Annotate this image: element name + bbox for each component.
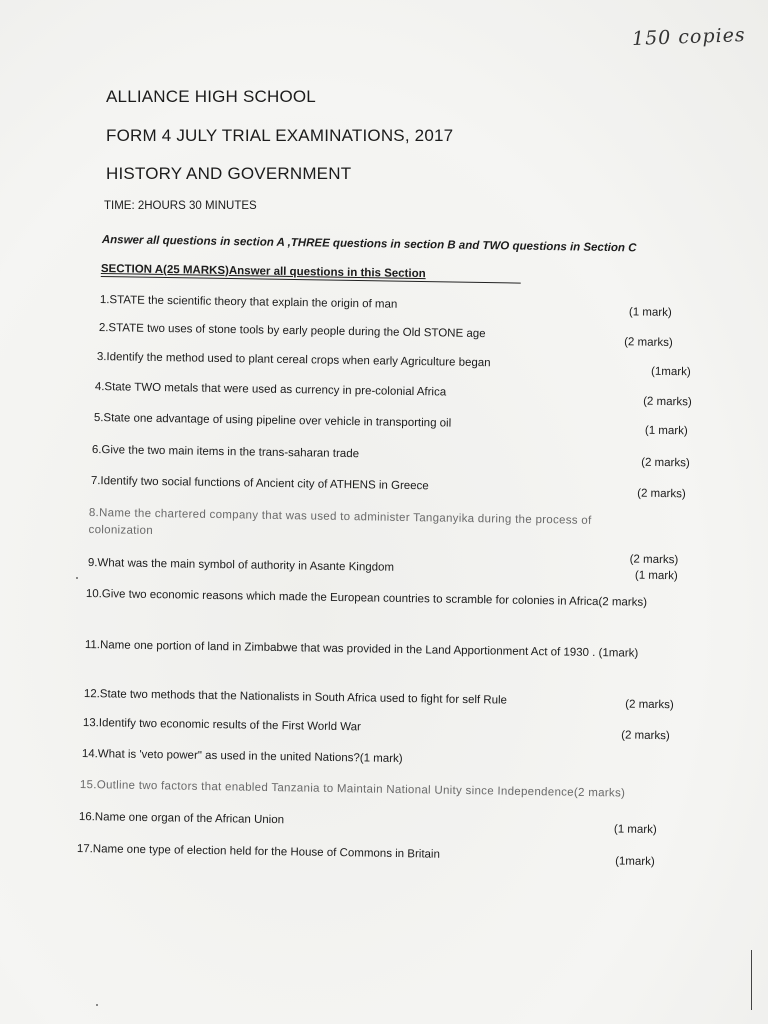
- question-text: 14.What is 'veto power" as used in the united Nations?(1 mark): [81, 747, 403, 766]
- question-text: 4.State TWO metals that were used as currency in pre-colonial Africa: [94, 380, 447, 399]
- question-text: 15.Outline two factors that enabled Tanzania to Maintain National Unity since Independence(2 marks): [79, 778, 626, 800]
- question-text: 13.Identify two economic results of the First World War: [82, 716, 361, 734]
- question-marks: (1 mark): [628, 306, 672, 319]
- question-12: [84, 686, 674, 712]
- exam-title: FORM 4 JULY TRIAL EXAMINATIONS, 2017: [106, 126, 454, 145]
- question-4: [94, 379, 692, 409]
- scan-edge-line: [751, 950, 752, 1010]
- question-marks: (2 marks): [625, 698, 674, 712]
- school-name: ALLIANCE HIGH SCHOOL: [106, 87, 316, 106]
- question-marks: (2 marks): [621, 729, 670, 743]
- question-text: 3.Identify the method used to plant cereal crops when early Agriculture began: [96, 350, 491, 370]
- handwritten-copies-note: 150 copies: [631, 24, 746, 50]
- question-15: [80, 777, 690, 804]
- question-3: [96, 349, 691, 379]
- question-text: 11.Name one portion of land in Zimbabwe that was provided in the Land Apportionment Act of 1930 . (1mark): [84, 638, 639, 660]
- question-13: [83, 715, 670, 741]
- question-text: 8.Name the chartered company that was used to administer Tanganyika during the process of colonization: [88, 506, 592, 538]
- question-text: 6.Give the two main items in the trans-saharan trade: [91, 443, 360, 461]
- subject-title: HISTORY AND GOVERNMENT: [106, 164, 352, 183]
- question-text: 12.State two methods that the Nationalists in South Africa used to fight for self Rule: [83, 687, 508, 707]
- exam-instructions: Answer all questions in section A ,THREE questions in section B and TWO questions in Section C: [101, 234, 637, 255]
- section-title: SECTION A(25 MARKS): [100, 263, 229, 278]
- question-text: 17.Name one type of election held for the House of Commons in Britain: [76, 842, 441, 861]
- question-marks: (2 marks): [643, 395, 692, 409]
- question-marks: (1 mark): [613, 823, 657, 837]
- scan-speck: [76, 577, 78, 579]
- question-marks: (2 marks): [624, 336, 673, 350]
- question-17: [77, 841, 655, 867]
- question-marks: (1 mark): [644, 424, 688, 438]
- question-16: [79, 809, 657, 835]
- question-7: [91, 473, 686, 499]
- question-marks: (2 marks): [629, 553, 679, 567]
- question-marks: (1 mark): [634, 569, 678, 583]
- question-marks: (1mark): [615, 855, 655, 869]
- scan-speck: [96, 1004, 98, 1006]
- question-11: [85, 637, 675, 663]
- question-text: 16.Name one organ of the African Union: [78, 810, 285, 827]
- question-6: [92, 442, 690, 468]
- question-marks: (2 marks): [637, 487, 686, 501]
- question-marks: (2 marks): [641, 456, 690, 470]
- question-text: 5.State one advantage of using pipeline over vehicle in transporting oil: [93, 411, 452, 430]
- question-text: 7.Identify two social functions of Ancient city of ATHENS in Greece: [90, 474, 429, 493]
- question-1: [100, 292, 672, 318]
- question-5: [94, 410, 688, 436]
- question-2: [98, 320, 673, 350]
- question-text: 10.Give two economic reasons which made the European countries to scramble for colonies in Africa(2 marks): [85, 587, 648, 609]
- exam-duration: TIME: 2HOURS 30 MINUTES: [104, 200, 257, 212]
- question-10: [86, 586, 690, 612]
- question-marks: (1mark): [650, 365, 691, 379]
- section-subtitle: Answer all questions in this Section: [228, 265, 426, 281]
- question-text: 9.What was the main symbol of authority in Asante Kingdom: [87, 556, 395, 574]
- question-14: [82, 746, 672, 772]
- question-text: 2.STATE two uses of stone tools by early people during the Old STONE age: [98, 321, 486, 341]
- section-a-heading: [101, 263, 521, 284]
- question-text: 1.STATE the scientific theory that explain the origin of man: [99, 293, 398, 311]
